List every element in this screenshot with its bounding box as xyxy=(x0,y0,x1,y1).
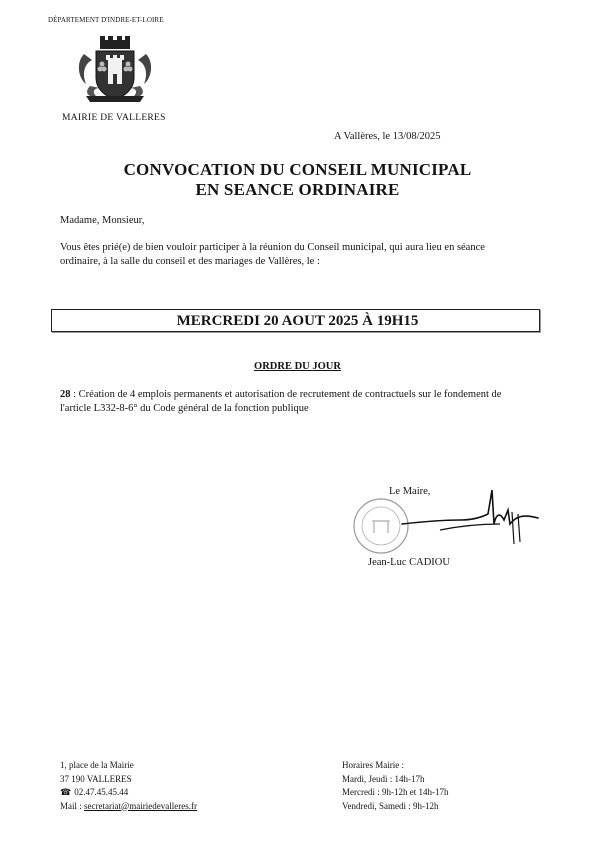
intro-paragraph: Vous êtes prié(e) de bien vouloir participer à la réunion du Conseil municipal, qui aura lieu en séance ordinaire, à la salle du conseil et des mariages de Vallères, le : xyxy=(60,242,485,267)
telephone-icon: ☎ xyxy=(60,787,72,797)
hours-line: Mardi, Jeudi : 14h-17h xyxy=(342,773,425,784)
mayor-title: Le Maire, xyxy=(389,486,431,497)
mayor-name: Jean-Luc CADIOU xyxy=(368,557,450,568)
phone-line xyxy=(60,786,197,800)
agenda-title: ORDRE DU JOUR xyxy=(254,361,341,372)
greeting: Madame, Monsieur, xyxy=(60,215,145,226)
phone-number: 02.47.45.45.44 xyxy=(74,787,129,797)
hours-line: Mercredi : 9h-12h et 14h-17h xyxy=(342,787,449,797)
department-name: DÉPARTEMENT D'INDRE-ET-LOIRE xyxy=(48,16,164,24)
agenda-item xyxy=(60,388,528,416)
meeting-date: MERCREDI 20 AOUT 2025 À 19H15 xyxy=(176,313,419,329)
footer-opening-hours xyxy=(342,759,448,813)
agenda-item-number: 28 xyxy=(60,389,71,400)
email-link[interactable]: secretariat@mairiedevalleres.fr xyxy=(84,800,197,811)
document-title-line2: EN SEANCE ORDINAIRE xyxy=(195,180,400,199)
handwritten-signature-icon xyxy=(400,484,540,554)
footer-contact xyxy=(60,759,197,813)
mail-label: Mail : xyxy=(60,800,84,811)
town-hall-name: MAIRIE DE VALLERES xyxy=(62,113,166,123)
address-line2: 37 190 VALLERES xyxy=(60,773,132,784)
hours-title: Horaires Mairie : xyxy=(342,760,404,770)
document-title-line1: CONVOCATION DU CONSEIL MUNICIPAL xyxy=(123,160,472,179)
place-and-date: A Vallères, le 13/08/2025 xyxy=(334,131,441,142)
coat-of-arms-icon xyxy=(74,34,156,104)
agenda-item-text: : Création de 4 emplois permanents et autorisation de recrutement de contractuels sur le fondement de l'article L332-8-6° du Code général de la fonction publique xyxy=(60,389,502,414)
mail-line xyxy=(60,800,197,814)
address-line1: 1, place de la Mairie xyxy=(60,760,134,770)
hours-line: Vendredi, Samedi : 9h-12h xyxy=(342,800,439,811)
